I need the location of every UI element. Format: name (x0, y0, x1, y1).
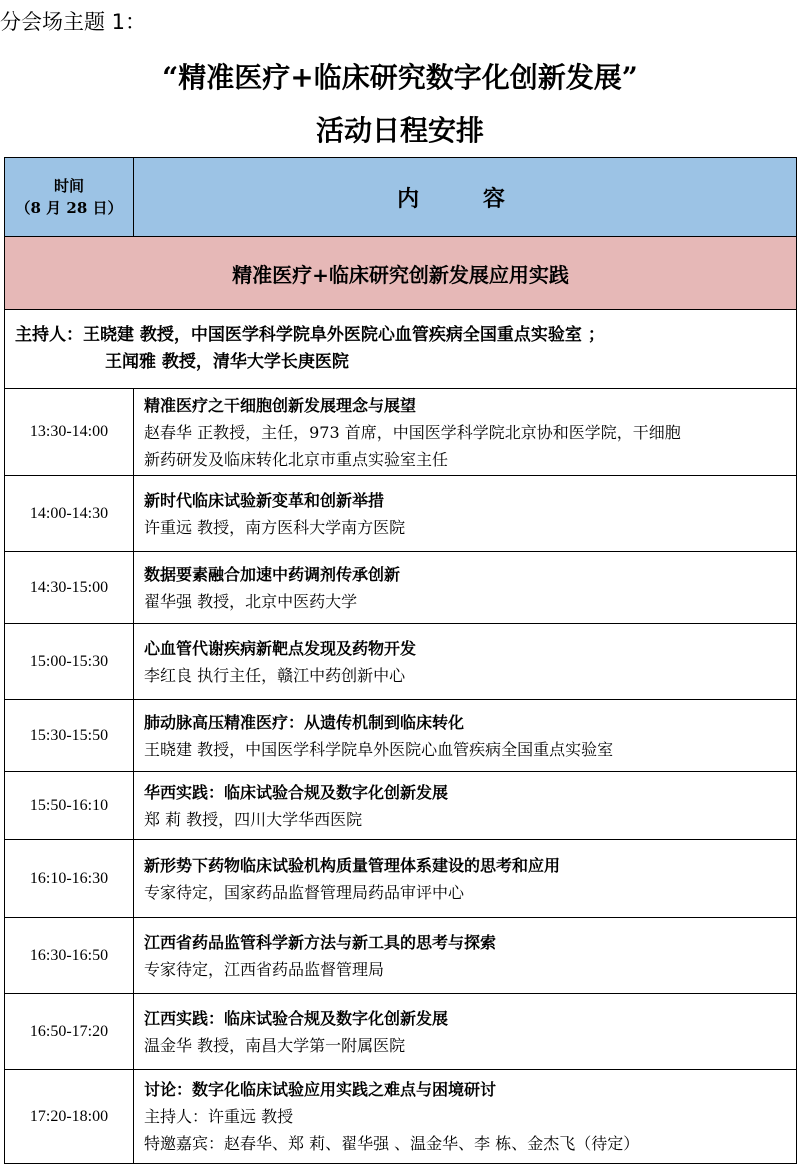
session-title: 肺动脉高压精准医疗：从遗传机制到临床转化 (144, 712, 465, 732)
session-row (5, 624, 797, 700)
session-title: 讨论：数字化临床试验应用实践之难点与困境研讨 (144, 1080, 497, 1099)
session-title: 数据要素融合加速中药调剂传承创新 (144, 564, 401, 584)
page-title: “精准医疗+临床研究数字化创新发展” (162, 61, 638, 94)
session-time: 16:30-16:50 (5, 918, 134, 994)
time-header-cell (5, 158, 134, 237)
session-speaker-line: 赵春华 正教授，主任，973 首席，中国医学科学院北京协和医学院，干细胞 (144, 422, 681, 442)
session-row (5, 476, 797, 552)
session-content (134, 389, 797, 476)
session-row (5, 700, 797, 772)
session-row (5, 389, 797, 476)
host-line-1: 主持人：王晓建 教授，中国医学科学院阜外医院心血管疾病全国重点实验室 ； (15, 325, 605, 345)
host-cell (5, 310, 797, 389)
host-row (5, 310, 797, 389)
session-time: 16:10-16:30 (5, 840, 134, 918)
section-title: 精准医疗+临床研究创新发展应用实践 (5, 237, 797, 310)
session-time: 14:30-15:00 (5, 552, 134, 624)
section-heading: 分会场主题 1： (0, 10, 147, 34)
session-time: 14:00-14:30 (5, 476, 134, 552)
session-row (5, 1070, 797, 1164)
session-row (5, 918, 797, 994)
session-time: 15:30-15:50 (5, 700, 134, 772)
session-speaker-line: 特邀嘉宾：赵春华、郑 莉、翟华强 、温金华、李 栋、金杰飞（待定） (144, 1134, 640, 1153)
session-title: 新时代临床试验新变革和创新举措 (144, 490, 385, 510)
time-header-label: 时间 (53, 177, 84, 195)
session-speaker-line: 翟华强 教授，北京中医药大学 (144, 591, 358, 611)
session-content (134, 476, 797, 552)
content-header-label: 内 容 (397, 185, 533, 212)
session-content (134, 624, 797, 700)
session-speaker-line: 新药研发及临床转化北京市重点实验室主任 (144, 449, 449, 469)
session-row (5, 994, 797, 1070)
session-row (5, 772, 797, 840)
session-speaker-line: 专家待定，国家药品监督管理局药品审评中心 (144, 882, 465, 902)
session-title: 心血管代谢疾病新靶点发现及药物开发 (144, 638, 417, 658)
session-content (134, 552, 797, 624)
host-line-2: 王闻雅 教授，清华大学长庚医院 (105, 352, 349, 372)
table-header-row (5, 158, 797, 237)
session-speaker-line: 郑 莉 教授，四川大学华西医院 (144, 809, 363, 829)
session-speaker-line: 许重远 教授，南方医科大学南方医院 (144, 517, 406, 537)
session-content (134, 994, 797, 1070)
session-row (5, 552, 797, 624)
session-title: 新形势下药物临床试验机构质量管理体系建设的思考和应用 (144, 855, 561, 875)
session-row (5, 840, 797, 918)
section-row (5, 237, 797, 310)
session-title: 江西省药品监管科学新方法与新工具的思考与探索 (144, 932, 497, 952)
session-time: 15:50-16:10 (5, 772, 134, 840)
session-speaker-line: 主持人：许重远 教授 (144, 1107, 294, 1126)
session-title: 华西实践：临床试验合规及数字化创新发展 (144, 782, 449, 802)
session-content (134, 918, 797, 994)
session-speaker-line: 专家待定，江西省药品监督管理局 (144, 959, 385, 979)
session-time: 15:00-15:30 (5, 624, 134, 700)
session-content (134, 772, 797, 840)
session-speaker-line: 温金华 教授，南昌大学第一附属医院 (144, 1035, 406, 1055)
session-content (134, 1070, 797, 1164)
session-speaker-line: 李红良 执行主任，赣江中药创新中心 (144, 665, 406, 685)
session-title: 精准医疗之干细胞创新发展理念与展望 (144, 395, 417, 415)
session-time: 17:20-18:00 (5, 1070, 134, 1164)
session-speaker-line: 王晓建 教授，中国医学科学院阜外医院心血管疾病全国重点实验室 (144, 739, 614, 759)
session-time: 16:50-17:20 (5, 994, 134, 1070)
content-header-cell (134, 158, 797, 237)
schedule-table (4, 157, 797, 1164)
session-title: 江西实践：临床试验合规及数字化创新发展 (144, 1008, 449, 1028)
session-content (134, 700, 797, 772)
session-time: 13:30-14:00 (5, 389, 134, 476)
page-subtitle: 活动日程安排 (315, 114, 484, 147)
date-header-label: （8 月 28 日） (15, 199, 123, 217)
session-content (134, 840, 797, 918)
